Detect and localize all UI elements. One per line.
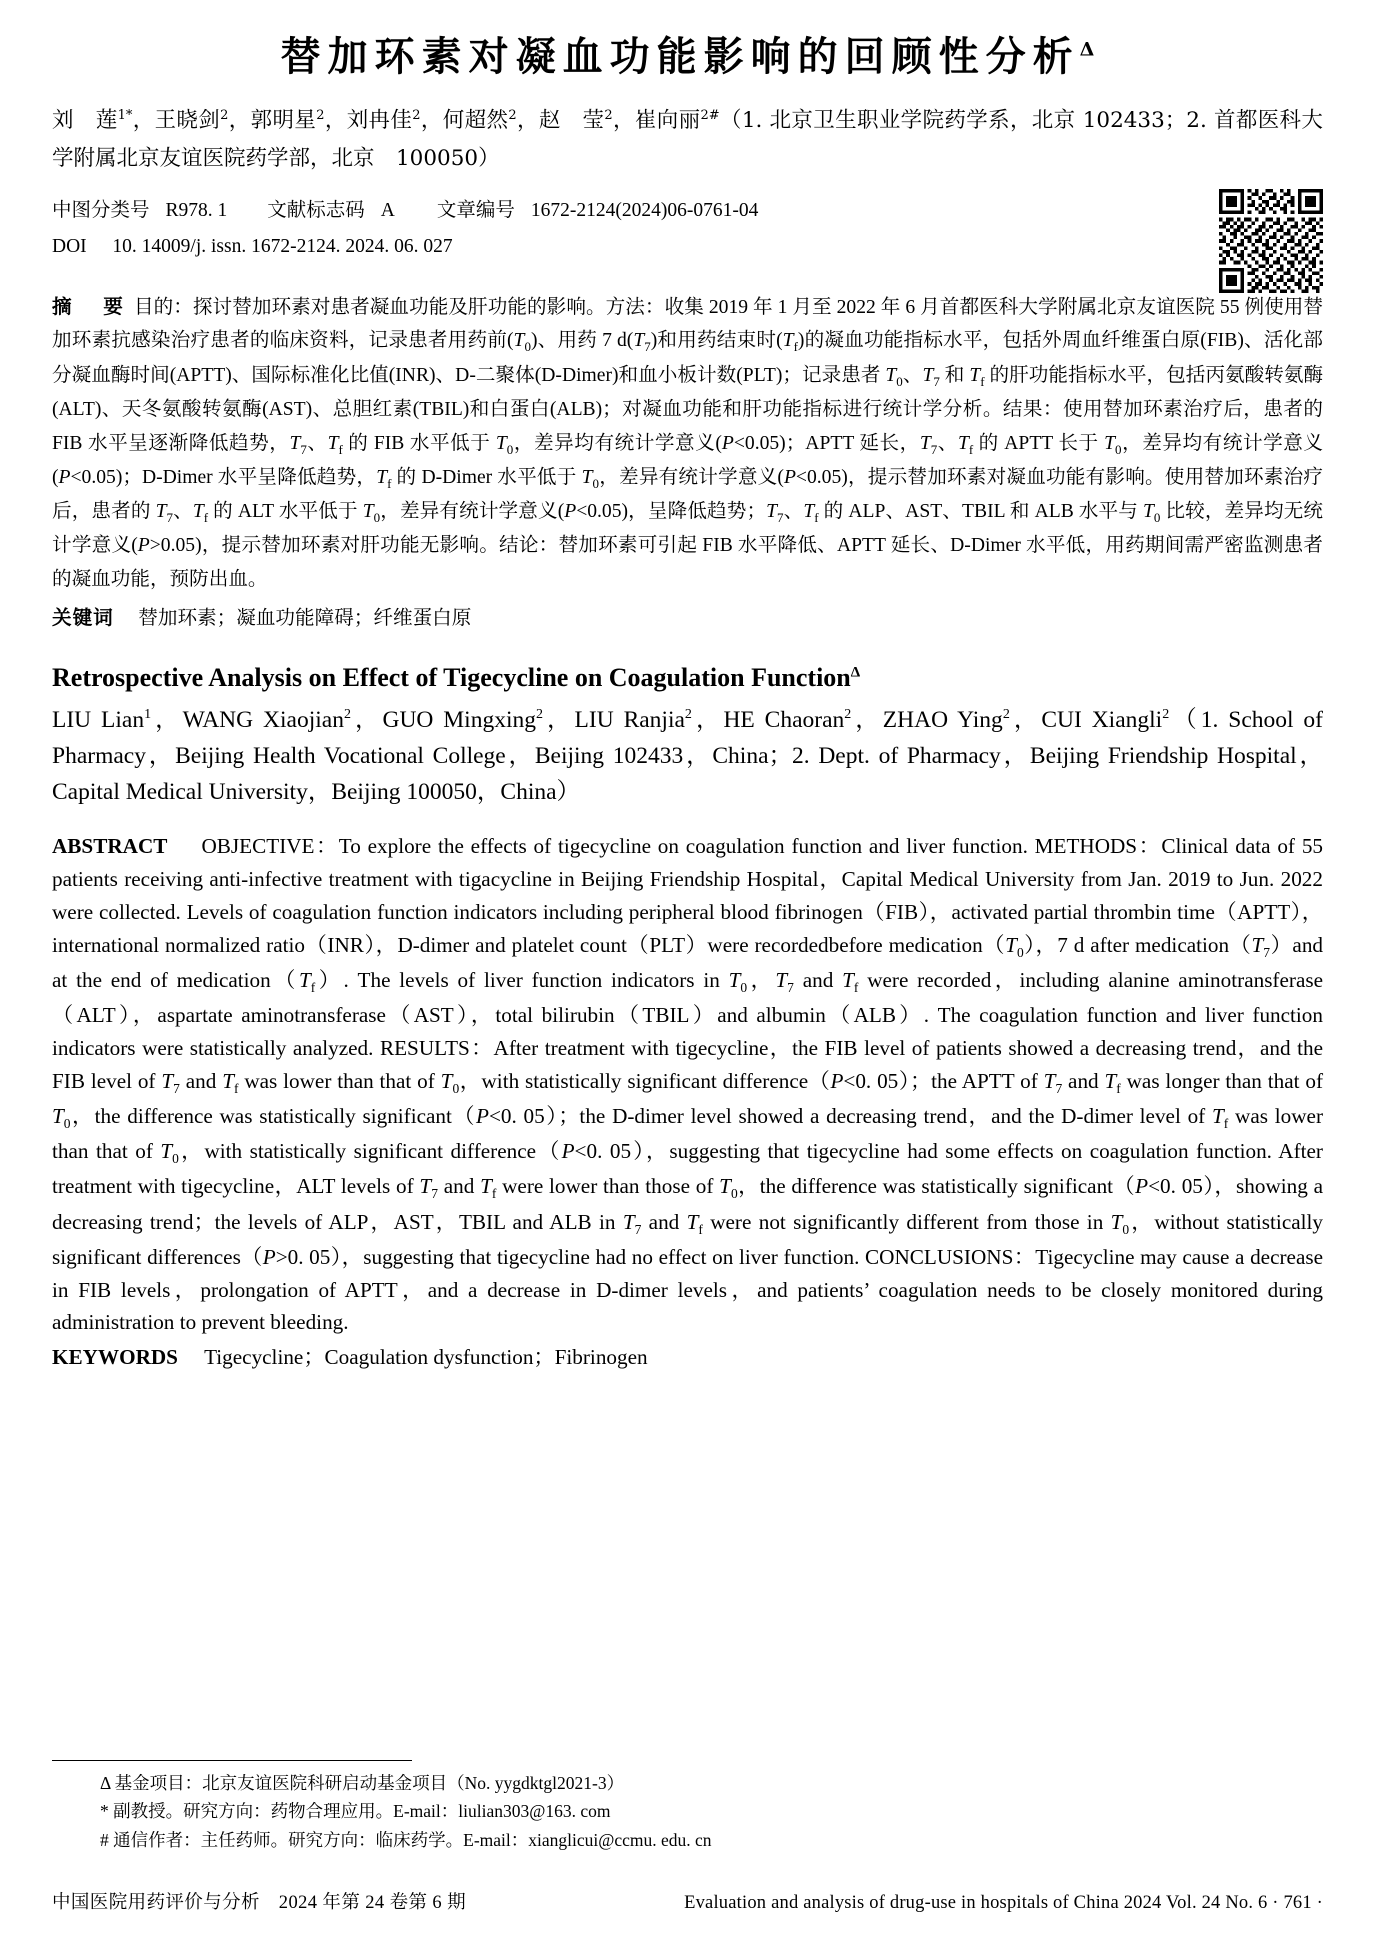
article-id-label: 文章编号 xyxy=(436,200,515,222)
abstract-en-label: ABSTRACT xyxy=(52,834,168,859)
document-code-value: A xyxy=(380,200,395,222)
doi-value: 10. 14009/j. issn. 1672-2124. 2024. 06. 027 xyxy=(112,236,453,258)
doi-label: DOI xyxy=(52,236,87,258)
keywords-en-value: Tigecycline；Coagulation dysfunction；Fibrinogen xyxy=(204,1345,648,1370)
keywords-cn-label: 关键词 xyxy=(52,605,114,629)
title-cn-text: 替加环素对凝血功能影响的回顾性分析 xyxy=(280,33,1080,80)
keywords-cn xyxy=(52,601,1323,636)
page-title-en xyxy=(52,661,1323,695)
page-footer xyxy=(52,1888,1323,1914)
footer-journal-cn: 中国医院用药评价与分析 2024 年第 24 卷第 6 期 xyxy=(52,1893,466,1913)
abstract-cn-label: 摘 要 xyxy=(52,294,129,318)
title-en-footnote-marker: Δ xyxy=(850,664,861,681)
abstract-cn-body: 目的：探讨替加环素对患者凝血功能及肝功能的影响。方法：收集 2019 年 1 月至 2022 年 6 月首都医科大学附属北京友谊医院 55 例使用替加环素抗感染治疗患者的临床资料，记录患者用药前$(T_0)$、用药 7 $d(T_7)$和用药结束时$(T_f)$的凝血功能指标水平，包括外周血纤维蛋白原(FIB)、活化部分凝血酶时间(APTT)、国际标准化比值(INR)、D-二聚体(D-Dimer)和血小板计数(PLT)；记录患者 $T_0$、$T_7$ 和 $T_f$ 的肝功能指标水平，包括丙氨酸转氨酶(ALT)、天冬氨酸转氨酶(AST)、总胆红素(TBIL)和白蛋白(ALB)；对凝血功能和肝功能指标进行统计学分析。结果：使用替加环素治疗后，患者的 FIB 水平呈逐渐降低趋势，$T_7$、$T_f$ 的 FIB 水平低于 $T_0$，差异均有统计学意义(P<0.05)；APTT 延长，$T_7$、$T_f$ 的 APTT 长于 $T_0$，差异均有统计学意义(P<0.05)；D-Dimer 水平呈降低趋势，$T_f$ 的 D-Dimer 水平低于 $T_0$，差异有统计学意义(P<0.05)，提示替加环素对凝血功能有影响。使用替加环素治疗后，患者的 $T_7$、$T_f$ 的 ALT 水平低于 $T_0$，差异有统计学意义(P<0.05)，呈降低趋势；$T_7$、$T_f$ 的 ALP、AST、TBIL 和 ALB 水平与 $T_0$ 比较，差异均无统计学意义(P>0.05)，提示替加环素对肝功能无影响。结论：替加环素可引起 FIB 水平降低、APTT 延长、D-Dimer 水平低，用药期间需严密监测患者的凝血功能，预防出血。 xyxy=(52,296,1324,590)
keywords-cn-value: 替加环素；凝血功能障碍；纤维蛋白原 xyxy=(138,607,472,629)
title-cn-footnote-marker: Δ xyxy=(1079,38,1095,61)
abstract-en xyxy=(52,830,1323,1339)
classification-block xyxy=(52,195,1323,263)
qr-code-icon[interactable] xyxy=(1219,189,1323,293)
footnote-corresponding-author: # 通信作者：主任药师。研究方向：临床药学。E-mail：xianglicui@ccmu. edu. cn xyxy=(100,1829,712,1850)
article-id-value: 1672-2124(2024)06-0761-04 xyxy=(530,200,759,222)
abstract-en-body: OBJECTIVE：To explore the effects of tigecycline on coagulation function and liver function. METHODS：Clinical data of 55 patients receiving anti-infective treatment with tigacycline in Beijing Friendship Hospital，Capital Medical University from Jan. 2019 to Jun. 2022 were collected. Levels of coagulation function indicators including peripheral blood fibrinogen（FIB），activated partial thrombin time（APTT），international normalized ratio（INR），D-dimer and platelet count（PLT）were recordedbefore $medication(T_0)$，7 d after $medication(T_7)and$ at the end of $medication(T_f)$. The levels of liver function indicators in $T_0$，$T_7$ and $T_f$ were recorded，including alanine aminotransferase（ALT），aspartate aminotransferase（AST），total bilirubin（TBIL）and albumin（ALB）. The coagulation function and liver function indicators were statistically analyzed. RESULTS：After treatment with tigecycline，the FIB level of patients showed a decreasing trend，and the FIB level of $T_7$ and $T_f$ was lower than that of $T_0$，with statistically significant difference（P<0. 05）；the APTT of $T_7$ and $T_f$ was longer than that of $T_0$，the difference was statistically significant（P<0. 05）；the D-dimer level showed a decreasing trend，and the D-dimer level of $T_f$ was lower than that of $T_0$，with statistically significant difference（P<0. 05），suggesting that tigecycline had some effects on coagulation function. After treatment with tigecycline，ALT levels of $T_7$ and $T_f$ were lower than those of $T_0$，the difference was statistically significant（P<0. 05），showing a decreasing trend；the levels of ALP，AST，TBIL and ALB in $T_7$ and $T_f$ were not significantly different from those in $T_0$，without statistically significant differences（P>0. 05），suggesting that tigecycline had no effect on liver function. CONCLUSIONS：Tigecycline may cause a decrease in FIB levels，prolongation of APTT，and a decrease in D-dimer levels，and patients’ coagulation needs to be closely monitored during administration to prevent bleeding. xyxy=(52,834,1324,1335)
title-en-text: Retrospective Analysis on Effect of Tigecycline on Coagulation Function xyxy=(52,663,851,693)
document-code-label: 文献标志码 xyxy=(267,200,365,222)
clc-label: 中图分类号 xyxy=(52,200,150,222)
authors-affiliations-en: LIU Lian$^1$，WANG Xiaojian$^2$，GUO Mingxing$^2$，LIU Ranjia$^2$，HE Chaoran$^2$，ZHAO Ying$^2$，CUI Xiangli$^2$（1. School of Pharmacy，Beijing Health Vocational College，Beijing 102433，China；2. Dept. of Pharmacy，Beijing Friendship Hospital，Capital Medical University，Beijing 100050，China） xyxy=(52,707,1323,805)
footnote-divider xyxy=(52,1760,412,1761)
footnote-author-1: * 副教授。研究方向：药物合理应用。E-mail：liulian303@163. com xyxy=(100,1801,611,1822)
footnotes xyxy=(52,1760,1323,1854)
footnote-funding: Δ 基金项目：北京友谊医院科研启动基金项目（No. yygdktgl2021-3） xyxy=(100,1772,625,1793)
clc-value: R978. 1 xyxy=(165,200,228,222)
keywords-en-label: KEYWORDS xyxy=(52,1345,178,1370)
doi-line xyxy=(52,231,1323,263)
abstract-cn xyxy=(52,290,1323,597)
authors-affiliations-cn: 刘 莲$^{1*}$，王晓剑$^2$，郭明星$^2$，刘冉佳$^2$，何超然$^2$，赵 莹$^2$，崔向丽$^{2\#}$（1. 北京卫生职业学院药学系，北京 102433；2. 首都医科大学附属北京友谊医院药学部，北京 100050） xyxy=(52,107,1323,171)
keywords-en xyxy=(52,1341,1323,1374)
footer-journal-en: Evaluation and analysis of drug-use in hospitals of China 2024 Vol. 24 No. 6 · 761 · xyxy=(684,1893,1323,1913)
page-title-cn xyxy=(52,32,1323,82)
